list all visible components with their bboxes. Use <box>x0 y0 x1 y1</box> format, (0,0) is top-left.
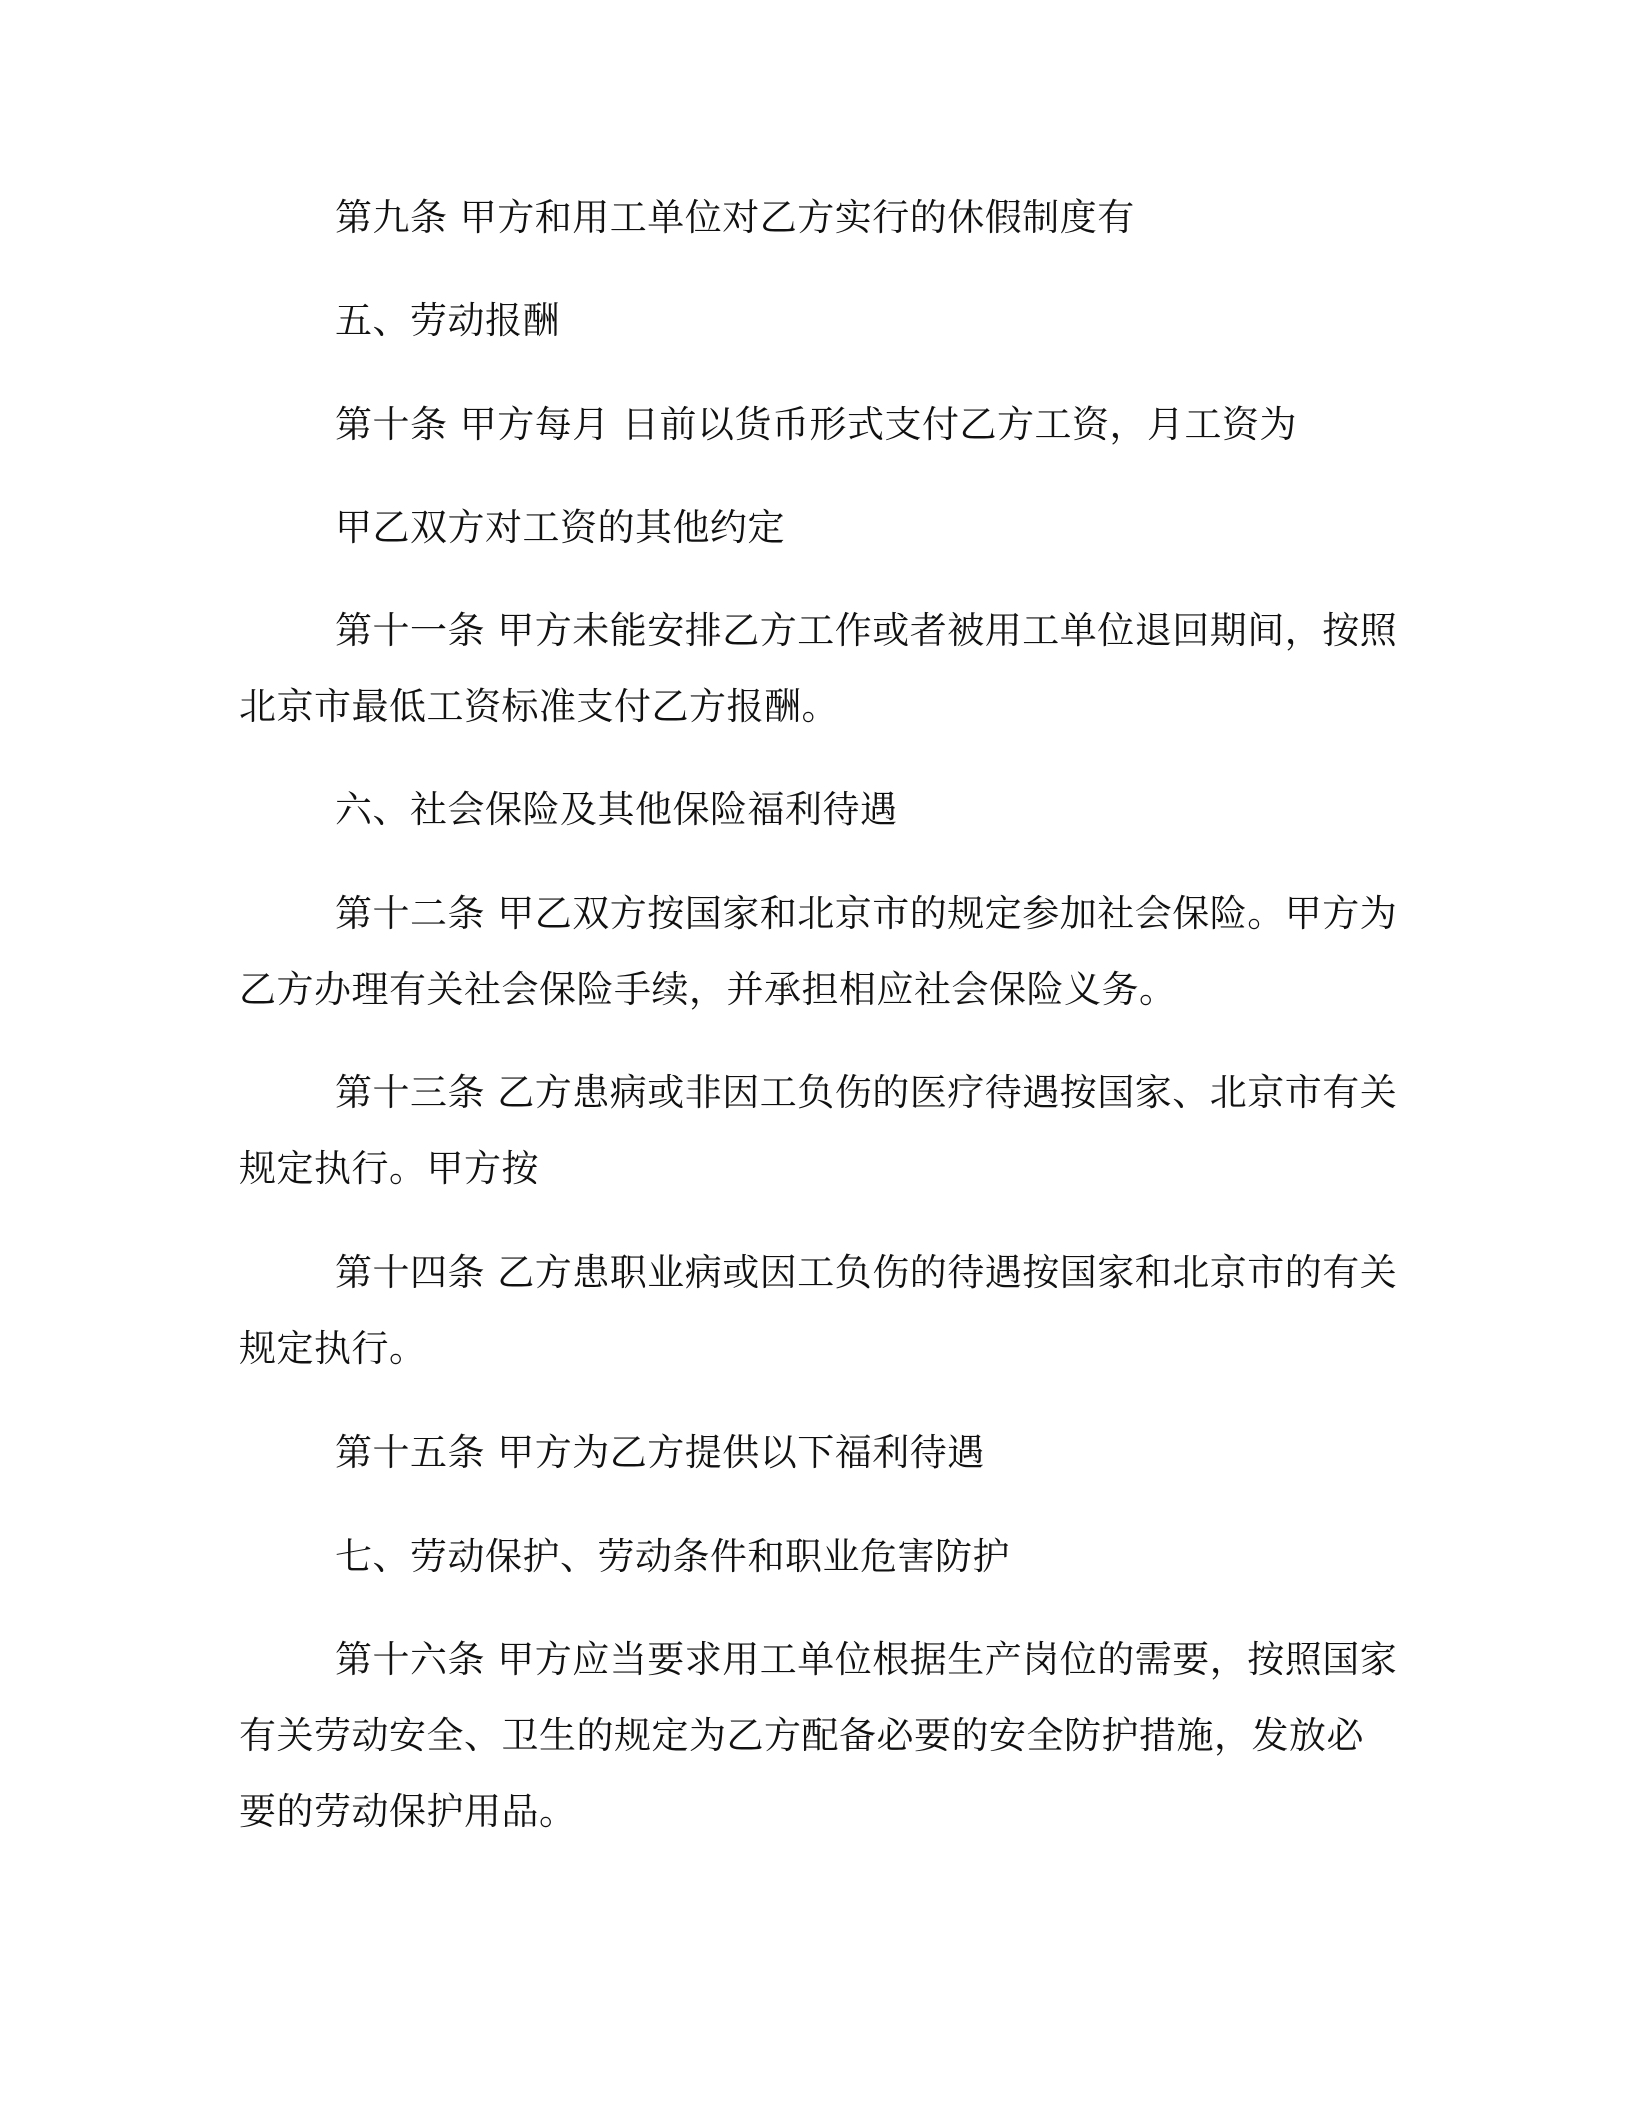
wage-agreement-paragraph: 甲乙双方对工资的其他约定 <box>335 506 785 549</box>
article-15-paragraph: 第十五条 甲方为乙方提供以下福利待遇 <box>335 1431 985 1474</box>
article-11-paragraph: 第十一条 甲方未能安排乙方工作或者被用工单位退回期间，按照北京市最低工资标准支付乙方报酬。 <box>239 609 1398 728</box>
article-10-paragraph: 第十条 甲方每月 日前以货币形式支付乙方工资，月工资为 <box>335 403 1298 446</box>
article-14-paragraph: 第十四条 乙方患职业病或因工负伤的待遇按国家和北京市的有关规定执行。 <box>239 1251 1398 1370</box>
article-13-paragraph: 第十三条 乙方患病或非因工负伤的医疗待遇按国家、北京市有关规定执行。甲方按 <box>239 1071 1398 1190</box>
section-6-heading: 六、社会保险及其他保险福利待遇 <box>335 788 898 831</box>
article-9-paragraph: 第九条 甲方和用工单位对乙方实行的休假制度有 <box>335 196 1135 239</box>
article-16-paragraph: 第十六条 甲方应当要求用工单位根据生产岗位的需要，按照国家有关劳动安全、卫生的规定为乙方配备必要的安全防护措施，发放必要的劳动保护用品。 <box>239 1638 1398 1833</box>
section-7-heading: 七、劳动保护、劳动条件和职业危害防护 <box>335 1535 1010 1578</box>
section-5-heading: 五、劳动报酬 <box>335 299 560 342</box>
article-12-paragraph: 第十二条 甲乙双方按国家和北京市的规定参加社会保险。甲方为乙方办理有关社会保险手续，并承担相应社会保险义务。 <box>239 892 1398 1011</box>
